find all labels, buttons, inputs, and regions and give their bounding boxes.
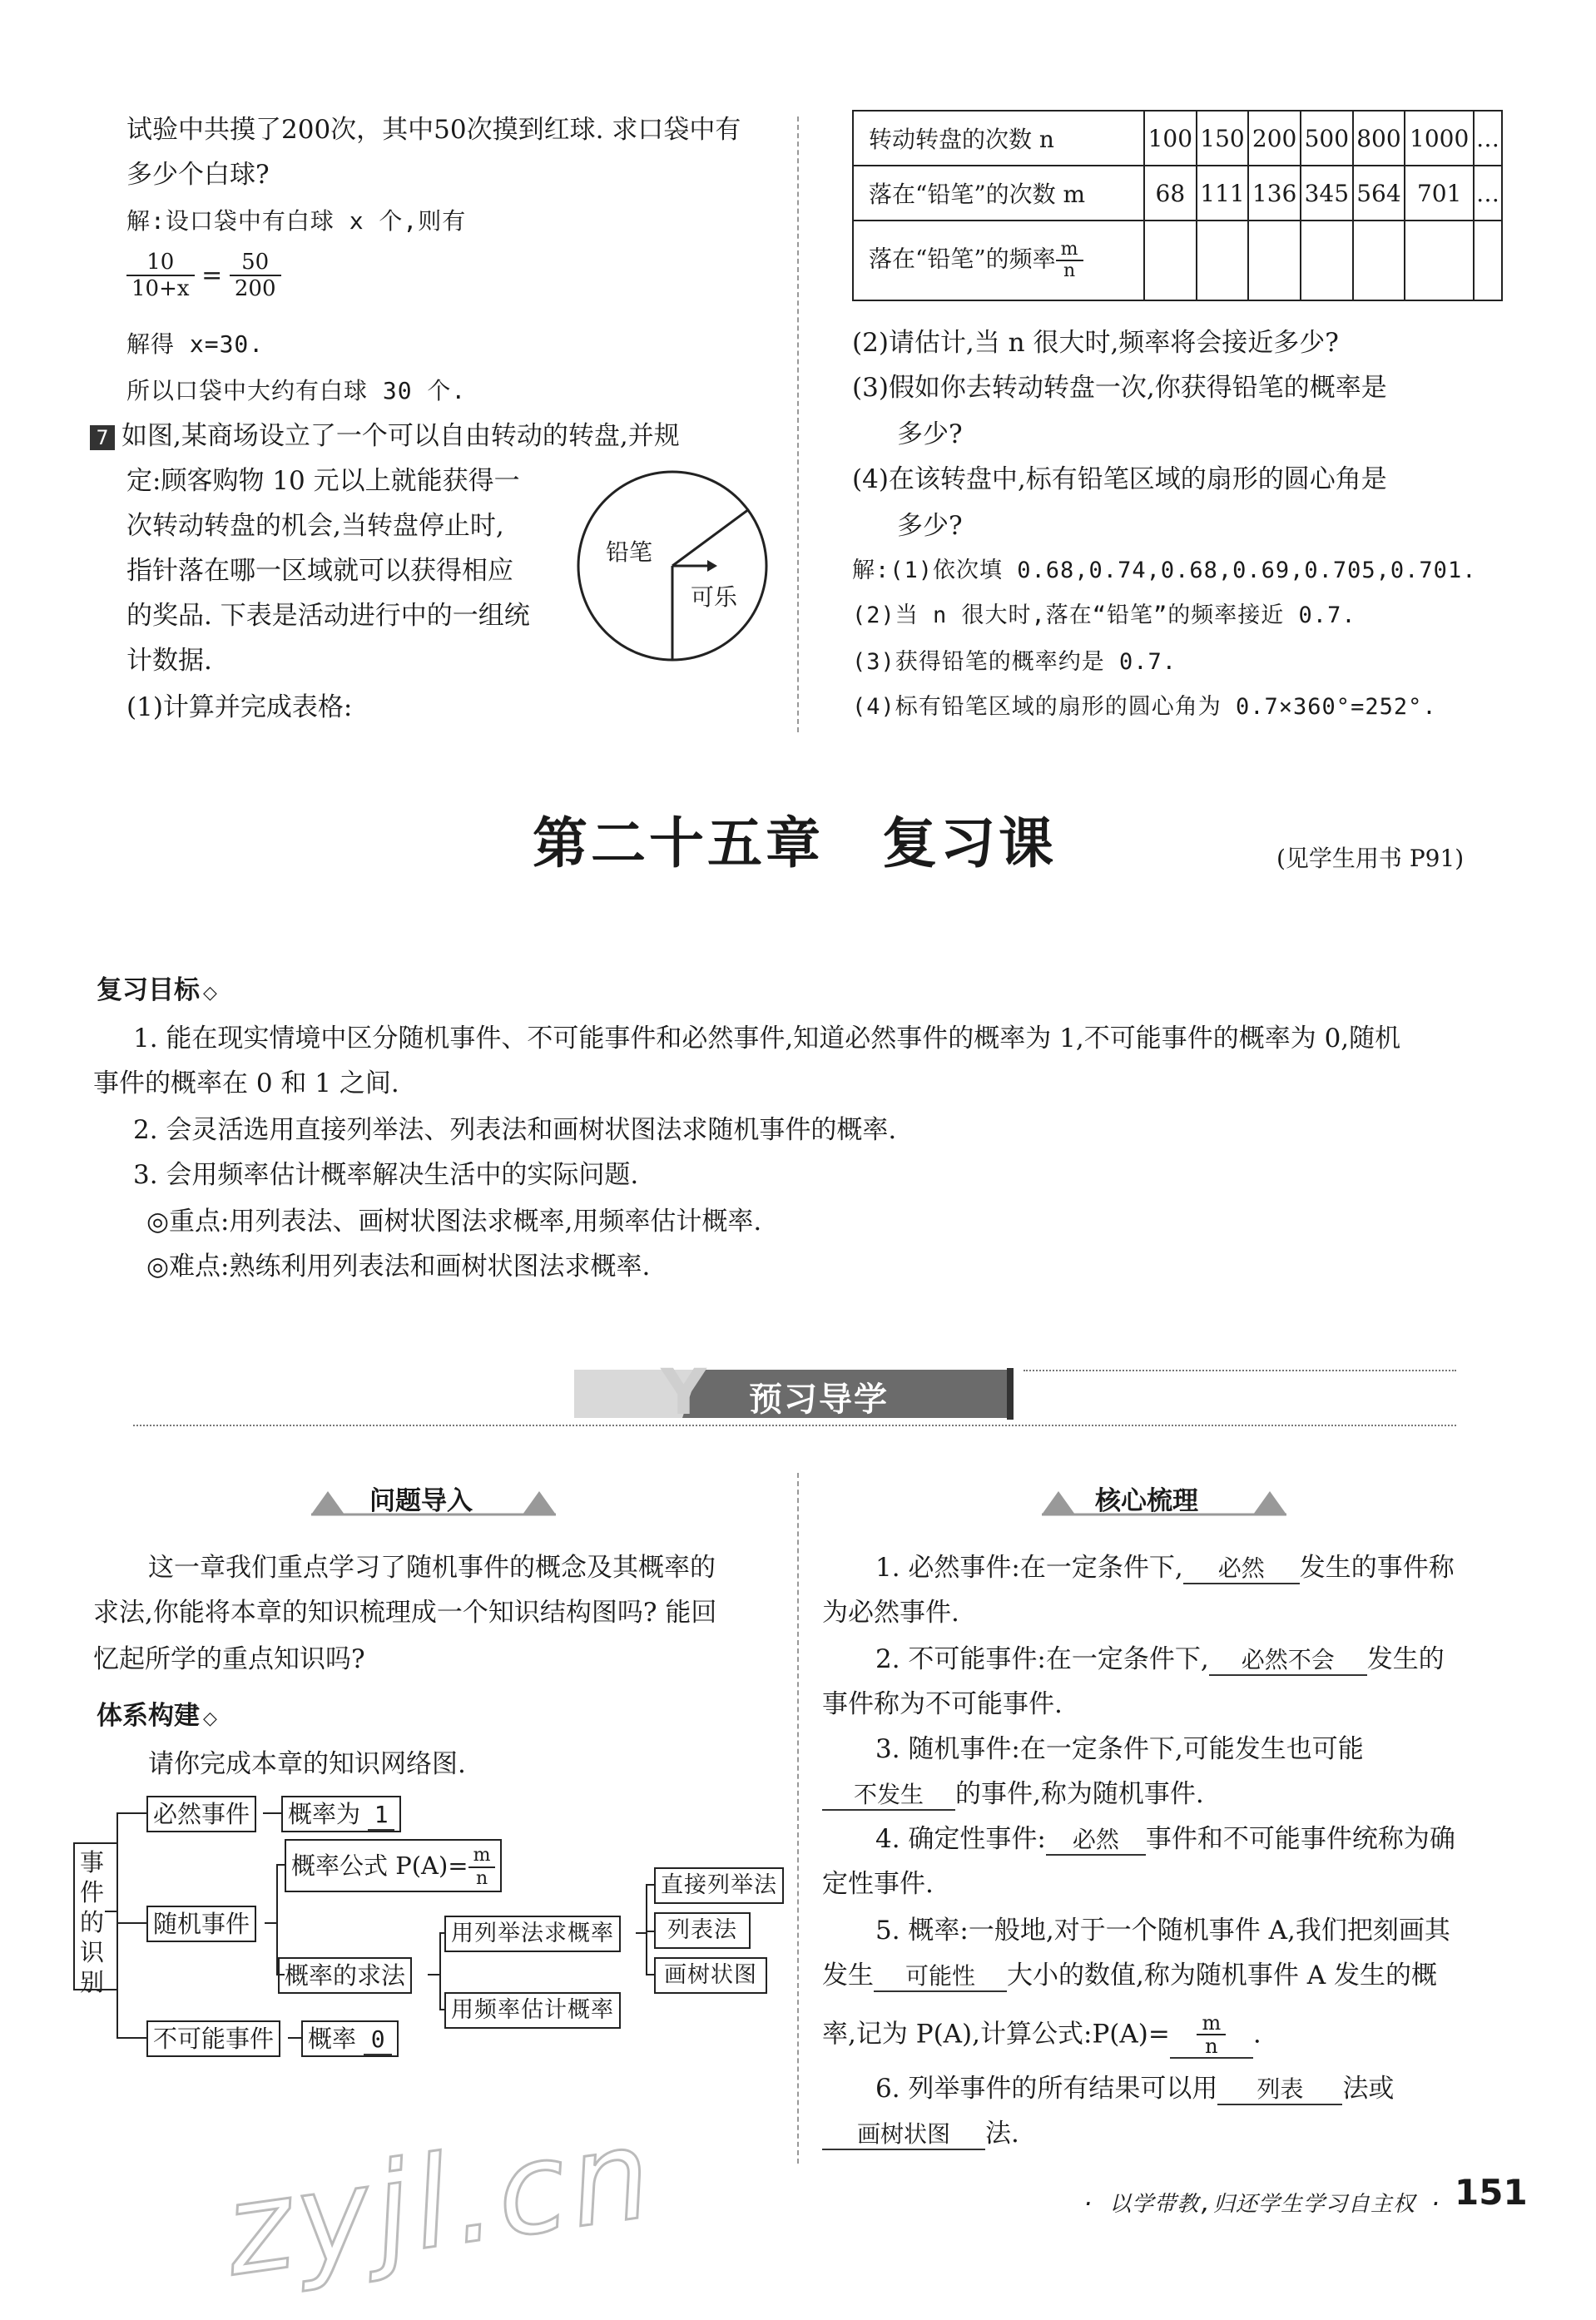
wheel-label-pencil: 铅笔 — [606, 538, 653, 566]
diagram-box-impossible-prob — [301, 2020, 399, 2057]
table-cell: 564 — [1353, 166, 1405, 221]
text-span: 的事件,称为随机事件. — [955, 1779, 1204, 1809]
diagram-box-enum: 用列举法求概率 — [444, 1916, 621, 1952]
text-line: 定性事件. — [822, 1869, 934, 1899]
text-line: 请你完成本章的知识网络图. — [148, 1749, 466, 1779]
numerator: 10 — [126, 250, 195, 276]
table-header-cell: 落在“铅笔”的次数 m — [853, 166, 1144, 221]
diagram-connector — [263, 1812, 281, 1814]
text-span: 4. 确定性事件: — [875, 1824, 1046, 1854]
text-line: 多少? — [897, 419, 963, 449]
answer-blank: 必然 — [1046, 1826, 1146, 1856]
text-line: ◎重点:用列表法、画树状图法求概率,用频率估计概率. — [146, 1207, 762, 1237]
diagram-connector — [646, 1974, 654, 1975]
denominator: n — [475, 1868, 488, 1889]
diagram-box-certain: 必然事件 — [146, 1796, 256, 1832]
diagram-connector — [276, 1864, 285, 1866]
text-line: 为必然事件. — [822, 1598, 959, 1628]
text-line: 所以口袋中大约有白球 30 个. — [126, 377, 467, 404]
text-line — [822, 2012, 1261, 2059]
row-label: 落在“铅笔”的频率 — [869, 245, 1056, 273]
text-line — [875, 1643, 1445, 1676]
table-cell: 136 — [1248, 166, 1301, 221]
section-heading — [97, 969, 217, 1006]
text-line — [822, 1959, 1437, 1992]
equation — [126, 250, 281, 301]
banner-letter: Y — [661, 1355, 707, 1429]
diagram-box-table: 列表法 — [654, 1912, 751, 1949]
answer-line: (2)当 n 很大时,落在“铅笔”的频率接近 0.7. — [852, 602, 1356, 628]
table-cell: … — [1474, 166, 1502, 221]
text-line: (3)假如你去转动转盘一次,你获得铅笔的概率是 — [852, 373, 1387, 403]
text-span: 大小的数值,称为随机事件 A 发生的概 — [1007, 1961, 1437, 1990]
text-line: 指针落在哪一区域就可以获得相应 — [126, 556, 513, 586]
table-cell-empty — [1301, 221, 1353, 300]
fraction-left — [126, 250, 195, 301]
text-span: 发生的 — [1366, 1644, 1445, 1674]
text-line: 事件的概率在 0 和 1 之间. — [93, 1068, 399, 1098]
banner-title: 预习导学 — [749, 1381, 889, 1419]
answer-blank — [1170, 2012, 1253, 2059]
box-label: 概率为 — [288, 1800, 361, 1828]
question-number: 7 — [90, 425, 115, 450]
diagram-root-box: 事件的识别 — [73, 1842, 118, 1990]
text-span: 事件和不可能事件统称为确 — [1145, 1824, 1455, 1854]
column-divider — [797, 1473, 799, 2164]
question-text: 如图,某商场设立了一个可以自由转动的转盘,并规 — [121, 421, 680, 451]
arrow-icon: ◇ — [203, 983, 217, 1004]
diagram-connector — [439, 1932, 441, 2010]
equals-sign: = — [201, 260, 223, 290]
diagram-box-direct: 直接列举法 — [654, 1867, 784, 1904]
text-line: 事件称为不可能事件. — [822, 1689, 1063, 1719]
text-line: 3. 会用频率估计概率解决生活中的实际问题. — [133, 1160, 639, 1190]
box-label: 概率 — [308, 2025, 357, 2053]
diagram-connector — [646, 1931, 654, 1932]
text-line: ◎难点:熟练利用列表法和画树状图法求概率. — [146, 1252, 651, 1281]
watermark-logo: zyjl.cn — [216, 2100, 664, 2305]
answer-blank: 可能性 — [874, 1962, 1007, 1992]
text-line: 3. 随机事件:在一定条件下,可能发生也可能 — [875, 1734, 1364, 1764]
text-line: 忆起所学的重点知识吗? — [93, 1644, 365, 1674]
answer-line: (4)标有铅笔区域的扇形的圆心角为 0.7×360°=252°. — [852, 694, 1437, 720]
diagram-connector — [116, 1812, 146, 1814]
diagram-box-freq: 用频率估计概率 — [444, 1992, 621, 2029]
numerator: 50 — [230, 250, 281, 276]
text-line: 的奖品. 下表是活动进行中的一组统 — [126, 601, 530, 631]
section-banner — [574, 1355, 1015, 1429]
denominator: n — [1063, 260, 1076, 281]
text-line: 定:顾客购物 10 元以上就能获得一 — [126, 466, 520, 496]
subsection-title: 问题导入 — [369, 1486, 473, 1516]
fraction — [1056, 240, 1083, 281]
fraction — [468, 1845, 496, 1890]
text-span: 法或 — [1342, 2074, 1395, 2104]
wheel-label-cola: 可乐 — [691, 583, 738, 611]
table-header-cell: 转动转盘的次数 n — [853, 111, 1144, 166]
table-cell-empty — [1144, 221, 1197, 300]
text-line: 多少个白球? — [126, 160, 270, 190]
text-line: 解得 x=30. — [126, 330, 265, 358]
text-line: 试验中共摸了200次，其中50次摸到红球. 求口袋中有 — [126, 115, 741, 145]
diagram-connector — [428, 1974, 439, 1975]
arrow-icon: ◇ — [203, 1708, 217, 1729]
diagram-connector — [116, 1812, 118, 2039]
table-cell: 345 — [1301, 166, 1353, 221]
table-cell: 111 — [1197, 166, 1249, 221]
table-cell: 150 — [1197, 111, 1249, 166]
table-cell-empty — [1474, 221, 1502, 300]
text-line — [822, 1777, 1204, 1811]
answer-line: 解:(1)依次填 0.68,0.74,0.68,0.69,0.705,0.701. — [852, 558, 1477, 583]
diagram-box-certain-prob — [281, 1796, 401, 1832]
diagram-box-impossible: 不可能事件 — [146, 2020, 280, 2057]
numerator: m — [1197, 2012, 1226, 2035]
chapter-title: 第二十五章 复习课 — [533, 811, 1057, 875]
denominator: 200 — [234, 276, 276, 301]
spinner-wheel — [574, 466, 774, 666]
text-line — [875, 1822, 1455, 1856]
answer-blank: 必然不会 — [1209, 1646, 1367, 1676]
text-line: (2)请估计,当 n 很大时,频率将会接近多少? — [852, 328, 1339, 358]
diagram-box-random: 随机事件 — [146, 1906, 256, 1942]
table-cell: 800 — [1353, 111, 1405, 166]
diagram-connector — [116, 1922, 146, 1924]
numerator: m — [468, 1845, 496, 1868]
answer-blank: 0 — [364, 2025, 392, 2055]
subsection-title: 核心梳理 — [1095, 1486, 1198, 1516]
text-line — [875, 1551, 1455, 1584]
text-span: 1. 必然事件:在一定条件下, — [875, 1553, 1183, 1583]
diagram-connector — [288, 2037, 301, 2039]
table-cell: 200 — [1248, 111, 1301, 166]
heading-text: 体系构建 — [97, 1701, 200, 1731]
diagram-connector — [646, 1884, 647, 1975]
text-span: 法. — [985, 2119, 1019, 2149]
numerator: m — [1056, 240, 1083, 261]
question-7 — [90, 419, 680, 453]
text-span: 发生的事件称 — [1299, 1553, 1455, 1583]
table-row — [853, 111, 1502, 166]
text-line: 这一章我们重点学习了随机事件的概念及其概率的 — [148, 1553, 716, 1583]
table-cell: 500 — [1301, 111, 1353, 166]
text-line — [875, 2072, 1394, 2105]
page-number: 151 — [1455, 2172, 1528, 2213]
answer-blank: 画树状图 — [822, 2120, 985, 2150]
diagram-connector — [116, 2037, 146, 2039]
table-cell-empty — [1197, 221, 1249, 300]
text-line: 解:设口袋中有白球 x 个,则有 — [126, 207, 467, 235]
text-line — [822, 2117, 1019, 2150]
subsection-header — [311, 1480, 556, 1516]
text-line: 多少? — [897, 511, 963, 541]
table-cell: 68 — [1144, 166, 1197, 221]
text-span: 2. 不可能事件:在一定条件下, — [875, 1644, 1209, 1674]
banner-rule-left — [133, 1425, 1456, 1426]
diagram-connector — [646, 1884, 654, 1886]
text-line: (1)计算并完成表格: — [126, 692, 353, 722]
column-divider — [797, 116, 799, 732]
table-row — [853, 166, 1502, 221]
answer-blank: 不发生 — [822, 1781, 955, 1811]
diagram-box-methods: 概率的求法 — [278, 1957, 412, 1994]
text-line: 次转动转盘的机会,当转盘停止时, — [126, 511, 504, 541]
box-label: 概率公式 P(A)= — [291, 1852, 468, 1880]
answer-line: (3)获得铅笔的概率约是 0.7. — [852, 649, 1177, 675]
text-span: 率,记为 P(A),计算公式:P(A)= — [822, 2019, 1170, 2050]
table-cell: 100 — [1144, 111, 1197, 166]
text-line: (4)在该转盘中,标有铅笔区域的扇形的圆心角是 — [852, 464, 1387, 494]
table-cell-empty — [1405, 221, 1474, 300]
fraction — [1197, 2012, 1226, 2057]
heading-text: 复习目标 — [97, 975, 200, 1005]
text-span: 发生 — [822, 1961, 874, 1990]
denominator: n — [1205, 2035, 1218, 2058]
table-cell-empty — [1248, 221, 1301, 300]
table-row — [853, 221, 1502, 300]
footer-slogan: · 以学带教,归还学生学习自主权 · — [1082, 2192, 1444, 2217]
text-line: 5. 概率:一般地,对于一个随机事件 A,我们把刻画其 — [875, 1916, 1450, 1946]
text-line: 计数据. — [126, 646, 212, 676]
table-cell: … — [1474, 111, 1502, 166]
answer-blank: 1 — [368, 1801, 394, 1831]
text-span: 6. 列举事件的所有结果可以用 — [875, 2074, 1218, 2104]
table-cell-empty — [1353, 221, 1405, 300]
diagram-connector — [105, 1911, 116, 1912]
text-line: 1. 能在现实情境中区分随机事件、不可能事件和必然事件,知道必然事件的概率为 1,不可能事件的概率为 0,随机 — [133, 1024, 1401, 1053]
banner-rule-right — [1024, 1370, 1456, 1371]
answer-blank: 列表 — [1217, 2075, 1342, 2105]
table-header-cell — [853, 221, 1144, 300]
fraction-right — [230, 250, 281, 301]
answer-blank: 必然 — [1183, 1554, 1300, 1584]
subsection-header — [1042, 1480, 1286, 1516]
diagram-connector — [636, 1932, 646, 1934]
text-line: 2. 会灵活选用直接列举法、列表法和画树状图法求随机事件的概率. — [133, 1115, 897, 1145]
section-heading — [97, 1694, 217, 1732]
table-cell: 701 — [1405, 166, 1474, 221]
chapter-reference: (见学生用书 P91) — [1276, 845, 1465, 872]
diagram-box-formula — [285, 1839, 502, 1892]
denominator: 10+x — [131, 276, 190, 301]
table-cell: 1000 — [1405, 111, 1474, 166]
frequency-table — [852, 110, 1503, 301]
diagram-box-tree: 画树状图 — [654, 1957, 767, 1994]
text-line: 求法,你能将本章的知识梳理成一个知识结构图吗? 能回 — [93, 1598, 717, 1628]
text-span: . — [1252, 2019, 1261, 2050]
diagram-connector — [265, 1922, 276, 1924]
